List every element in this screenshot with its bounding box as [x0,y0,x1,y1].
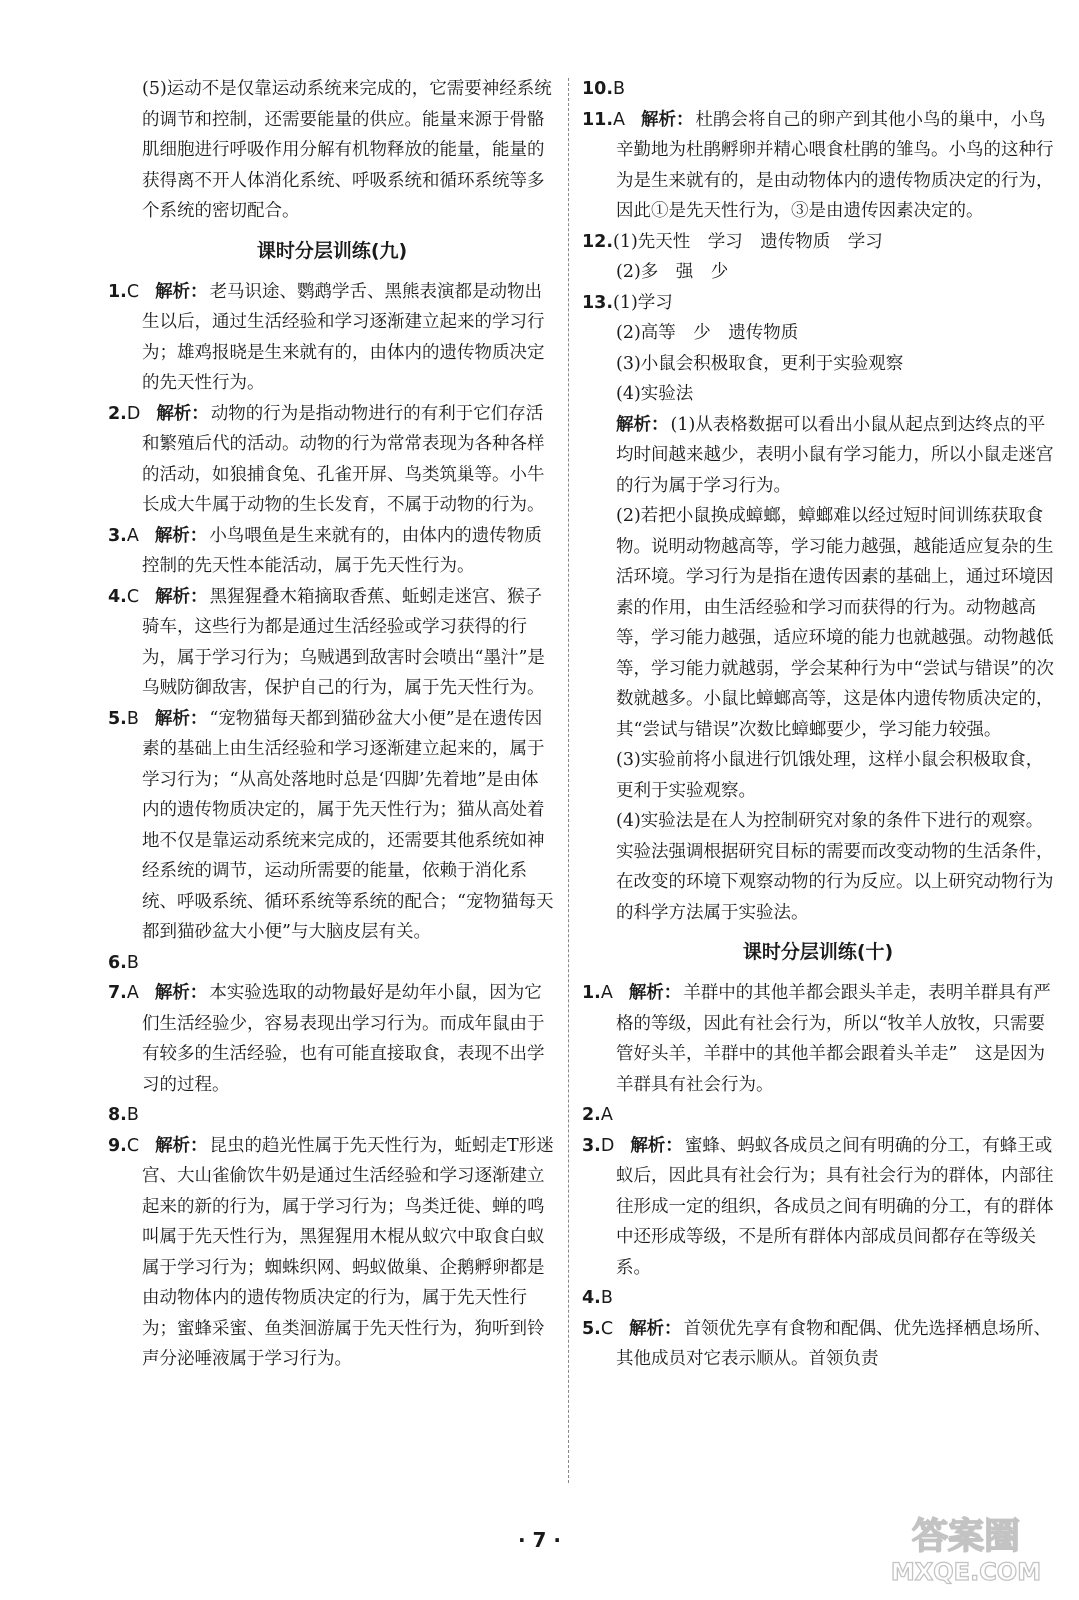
answer-line: (1)学习 [613,292,673,313]
page-number: · 7 · [517,1528,562,1552]
question-number: 4. [108,586,127,607]
answer-line: (3)小鼠会积极取食，更利于实验观察 [616,353,904,374]
answer-letter: A [126,525,139,546]
question-item [582,978,1054,1100]
answer-letter: C [126,1135,140,1156]
answer-letter: A [613,109,625,130]
question-number: 2. [108,403,127,424]
answer-letter: B [600,1288,613,1308]
analysis-text: (1)从表格数据可以看出小鼠从起点到达终点的平均时间越来越少，表明小鼠有学习能力，所以小鼠走迷宫的行为属于学习行为。 [616,414,1054,496]
analysis-text: 首领优先享有食物和配偶、优先选择栖息场所、其他成员对它表示顺从。首领负责 [616,1318,1052,1369]
answer-letter: A [600,983,613,1003]
question-number: 11. [582,109,614,130]
answer-line: (2)高等 少 遗传物质 [616,323,799,343]
analysis-label: 解析： [156,403,209,424]
analysis-label: 解析： [630,1135,683,1156]
question-item [108,978,556,1100]
question-number: 3. [108,525,127,546]
analysis-paragraph [582,410,1054,502]
question-item [108,948,556,979]
question-item [582,105,1054,227]
analysis-text: 黑猩猩叠木箱摘取香蕉、蚯蚓走迷宫、猴子骑车，这些行为都是通过生活经验或学习获得的行为，属于学习行为；乌贼遇到敌害时会喷出“墨汁”是乌贼防御敌害，保护自己的行为，属于先天性行为。 [142,586,545,698]
answer-letter: A [126,983,139,1003]
section-title-10: 课时分层训练(十) [742,941,894,963]
analysis-label: 解析： [154,708,208,729]
question-number: 4. [582,1288,601,1308]
question-item [582,1100,1054,1131]
question-number: 10. [582,79,614,99]
right-column [582,74,1054,1375]
analysis-paragraph: (2)若把小鼠换成蟑螂，蟑螂难以经过短时间训练获取食物。说明动物越高等，学习能力越强，越能适应复杂的生活环境。学习行为是指在遗传因素的基础上，通过环境因素的作用，由生活经验和学习而获得的行为。动物越高等，学习能力越强，适应环境的能力也就越强。动物越低等，学习能力就越弱，学会某种行为中“尝试与错误”的次数就越多。小鼠比蟑螂高等，这是体内遗传物质决定的，其“尝试与错误”次数比蟑螂要少，学习能力较强。 [616,506,1054,740]
answer-letter: C [126,281,140,302]
question-item [108,521,556,582]
question-item [582,74,1054,105]
section-title-9: 课时分层训练(九) [256,239,408,262]
answer-letter: B [126,952,139,973]
analysis-text: 昆虫的趋光性属于先天性行为，蚯蚓走T形迷宫、大山雀偷饮牛奶是通过生活经验和学习逐渐建立起来的新的行为，属于学习行为；鸟类迁徙、蝉的鸣叫属于先天性行为，黑猩猩用木棍从蚁穴中取食白蚁属于学习行为；蜘蛛织网、蚂蚁做巢、企鹅孵卵都是由动物体内的遗传物质决定的行为，属于先天性行为；蜜蜂采蜜、鱼类洄游属于先天性行为，狗听到铃声分泌唾液属于学习行为。 [142,1135,554,1369]
watermark-logo [871,1502,1061,1590]
question-item [582,1131,1054,1284]
analysis-label: 解析： [155,586,208,607]
question-number: 2. [582,1105,601,1125]
analysis-label: 解析： [641,109,694,130]
question-number: 12. [582,231,614,252]
analysis-text: 杜鹃会将自己的卵产到其他小鸟的巢中，小鸟辛勤地为杜鹃孵卵并精心喂食杜鹃的雏鸟。小鸟的这种行为是生来就有的，是由动物体内的遗传物质决定的行为，因此①是先天性行为，③是由遗传因素决定的。 [616,109,1054,221]
analysis-text: 小鸟喂鱼是生来就有的，由体内的遗传物质控制的先天性本能活动，属于先天性行为。 [142,525,542,576]
left-column [108,74,556,1375]
analysis-text: 动物的行为是指动物进行的有利于它们存活和繁殖后代的活动。动物的行为常常表现为各种各样的活动，如狼捕食兔、孔雀开屏、鸟类筑巢等。小牛长成大牛属于动物的生长发育，不属于动物的行为。 [142,403,545,515]
question-number: 13. [582,292,614,313]
question-item [108,1131,556,1375]
analysis-text: 羊群中的其他羊都会跟头羊走，表明羊群具有严格的等级，因此有社会行为，所以“牧羊人放牧，只需要管好头羊，羊群中的其他羊都会跟着头羊走” 这是因为羊群具有社会行为。 [616,983,1051,1095]
question-item [582,288,1054,319]
question-item [582,1314,1054,1375]
question-item [108,582,556,704]
answer-letter: B [613,79,626,99]
answer-letter: A [600,1105,613,1125]
analysis-text: “宠物猫每天都到猫砂盆大小便”是在遗传因素的基础上由生活经验和学习逐渐建立起来的，属于学习行为；“从高处落地时总是‘四脚’先着地”是由体内的遗传物质决定的，属于先天性行为；猫从高处着地不仅是靠运动系统来完成的，还需要其他系统如神经系统的调节，运动所需要的能量，依赖于消化系统、呼吸系统、循环系统等系统的配合；“宠物猫每天都到猫砂盆大小便”与大脑皮层有关。 [142,708,554,942]
intro-paragraph: (5)运动不是仅靠运动系统来完成的，它需要神经系统的调节和控制，还需要能量的供应。能量来源于骨骼肌细胞进行呼吸作用分解有机物释放的能量，能量的获得离不开人体消化系统、呼吸系统和循环系统等多个系统的密切配合。 [142,79,552,221]
answer-letter: C [600,1318,614,1339]
analysis-paragraph: (3)实验前将小鼠进行饥饿处理，这样小鼠会积极取食，更利于实验观察。 [616,750,1044,801]
question-number: 5. [108,708,127,729]
question-number: 5. [582,1318,601,1339]
analysis-text: 老马识途、鹦鹉学舌、黑熊表演都是动物出生以后，通过生活经验和学习逐渐建立起来的学习行为；雄鸡报晓是生来就有的，由体内的遗传物质决定的先天性行为。 [142,281,545,393]
analysis-text: 蜜蜂、蚂蚁各成员之间有明确的分工，有蜂王或蚁后，因此具有社会行为；具有社会行为的群体，内部往往形成一定的组织，各成员之间有明确的分工，有的群体中还形成等级，不是所有群体内部成员间都存在等级关系。 [616,1135,1054,1278]
analysis-label: 解析： [154,525,208,546]
analysis-label: 解析： [154,983,208,1003]
watermark-url: MXQE.COM [890,1558,1042,1586]
answer-line: (2)多 强 少 [616,262,729,282]
analysis-label: 解析： [616,414,669,435]
answer-line: (4)实验法 [616,384,694,404]
question-item [582,227,1054,258]
question-item [108,277,556,399]
analysis-paragraph: (4)实验法是在人为控制研究对象的条件下进行的观察。实验法强调根据研究目标的需要而改变动物的生活条件，在改变的环境下观察动物的行为反应。以上研究动物行为的科学方法属于实验法。 [616,811,1054,923]
answer-letter: B [126,1105,139,1125]
question-item [108,1100,556,1131]
column-divider [568,78,569,1483]
question-number: 1. [108,281,127,302]
analysis-text: 本实验选取的动物最好是幼年小鼠，因为它们生活经验少，容易表现出学习行为。而成年鼠由于有较多的生活经验，也有可能直接取食，表现不出学习的过程。 [142,983,545,1095]
answer-letter: B [126,708,139,729]
analysis-label: 解析： [155,281,208,302]
question-number: 1. [582,983,601,1003]
answer-letter: D [600,1135,615,1156]
question-number: 8. [108,1105,127,1125]
question-item [108,399,556,521]
question-number: 3. [582,1135,601,1156]
analysis-label: 解析： [629,1318,682,1339]
question-number: 7. [108,983,127,1003]
answer-letter: D [126,403,141,424]
answer-line: (1)先天性 学习 遗传物质 学习 [613,231,883,252]
question-item [108,704,556,948]
analysis-label: 解析： [155,1135,208,1156]
answer-letter: C [126,586,140,607]
watermark-title: 答案圈 [911,1516,1021,1557]
question-item [582,1283,1054,1314]
question-number: 6. [108,952,127,973]
question-number: 9. [108,1135,127,1156]
analysis-label: 解析： [628,983,682,1003]
